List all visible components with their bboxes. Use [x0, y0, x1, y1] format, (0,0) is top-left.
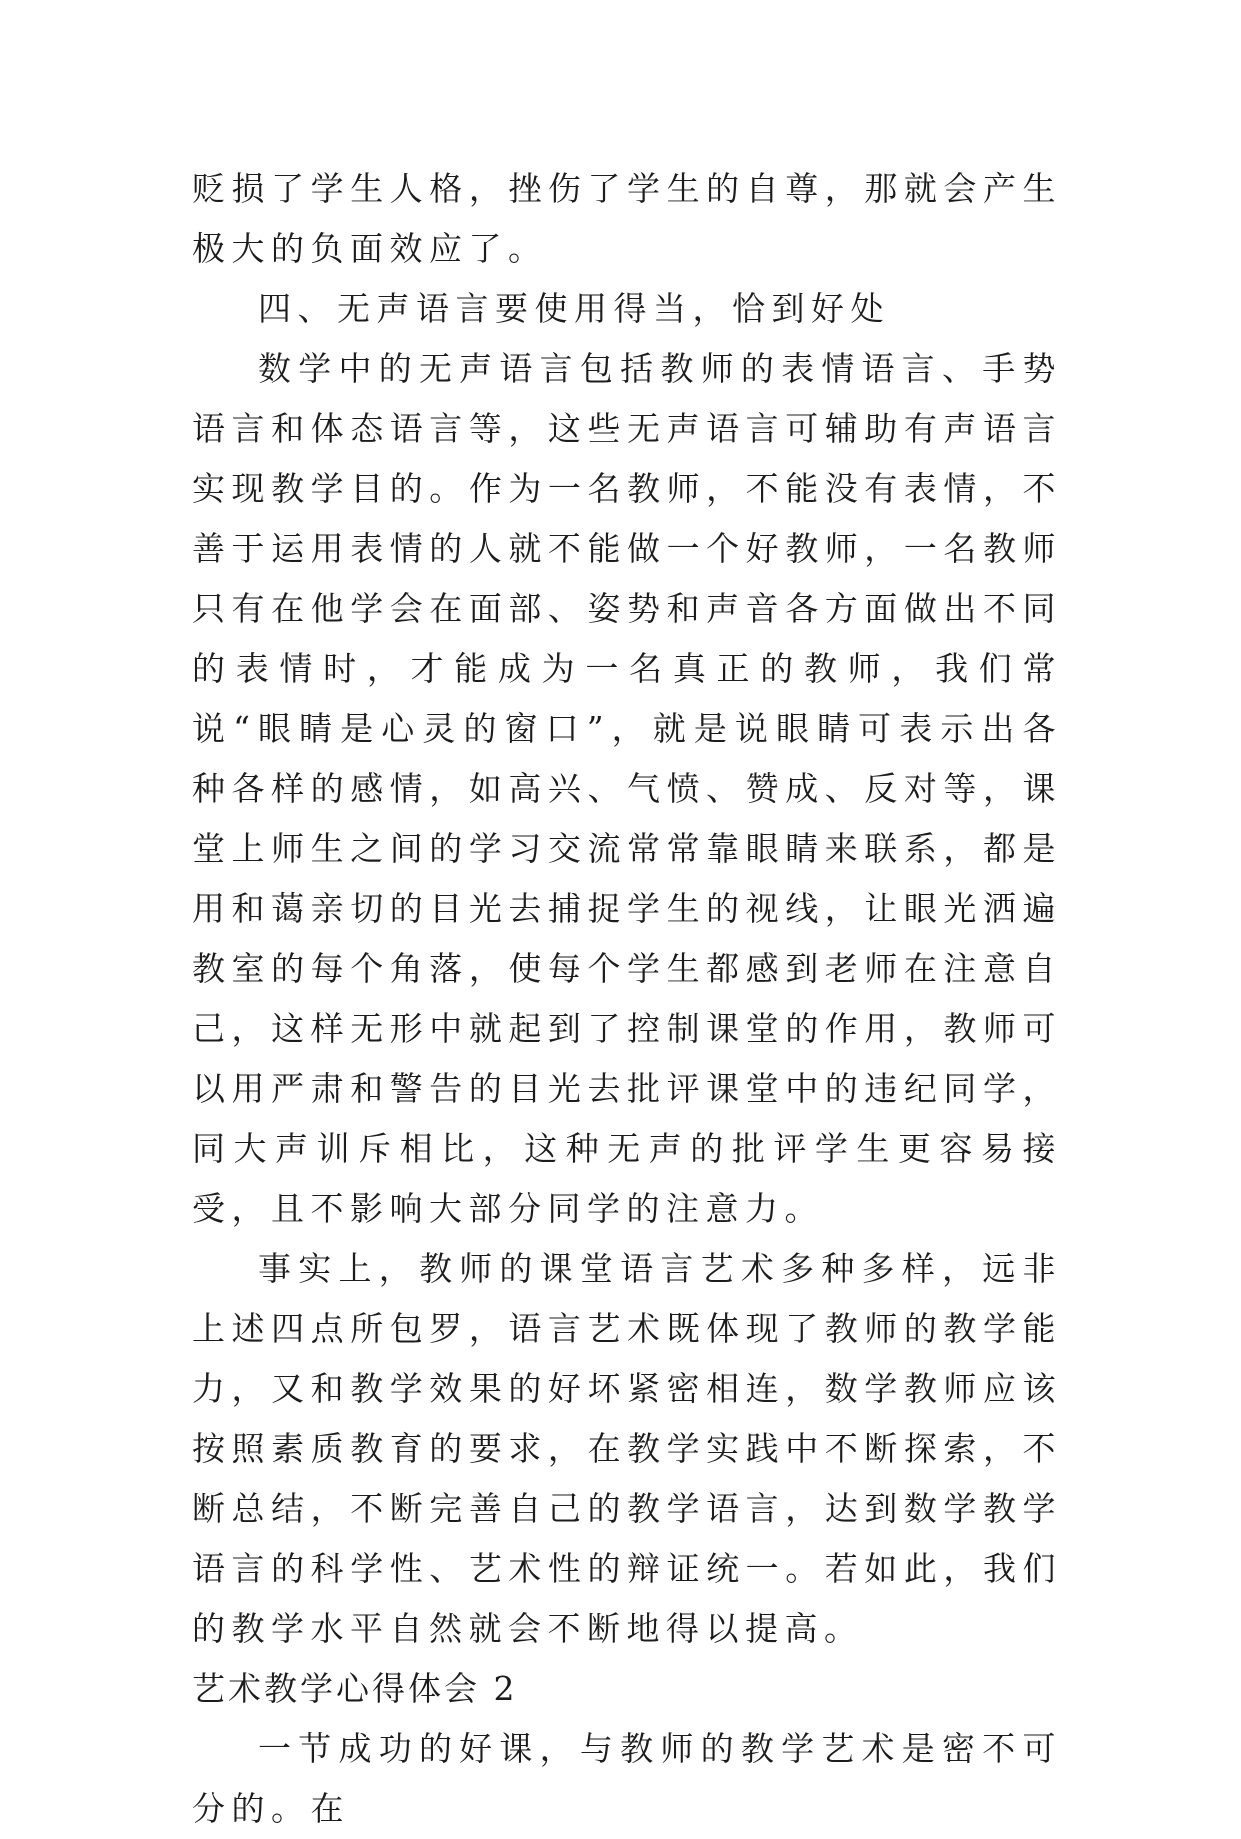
paragraph-opening: 一节成功的好课，与教师的教学艺术是密不可分的。在 [192, 1729, 1062, 1828]
section-title: 艺术教学心得体会 2 [192, 1669, 518, 1708]
paragraph-conclusion: 事实上，教师的课堂语言艺术多种多样，远非上述四点所包罗，语言艺术既体现了教师的教学能力，又和教学效果的好坏紧密相连，数学教师应该按照素质教育的要求，在教学实践中不断探索，不断总结，不断完善自己的教学语言，达到数学教学语言的科学性、艺术性的辩证统一。若如此，我们的教学水平自然就会不断地得以提高。 [192, 1249, 1062, 1648]
document-body [192, 159, 1062, 1839]
section-heading-four: 四、无声语言要使用得当，恰到好处 [258, 289, 890, 328]
paragraph-continuation: 贬损了学生人格，挫伤了学生的自尊，那就会产生极大的负面效应了。 [192, 169, 1062, 268]
paragraph-silent-language: 数学中的无声语言包括教师的表情语言、手势语言和体态语言等，这些无声语言可辅助有声语言实现教学目的。作为一名教师，不能没有表情，不善于运用表情的人就不能做一个好教师，一名教师只有在他学会在面部、姿势和声音各方面做出不同的表情时，才能成为一名真正的教师，我们常说“眼睛是心灵的窗口”，就是说眼睛可表示出各种各样的感情，如高兴、气愤、赞成、反对等，课堂上师生之间的学习交流常常靠眼睛来联系，都是用和蔼亲切的目光去捕捉学生的视线，让眼光洒遍教室的每个角落，使每个学生都感到老师在注意自己，这样无形中就起到了控制课堂的作用，教师可以用严肃和警告的目光去批评课堂中的违纪同学，同大声训斥相比，这种无声的批评学生更容易接受，且不影响大部分同学的注意力。 [192, 349, 1062, 1228]
